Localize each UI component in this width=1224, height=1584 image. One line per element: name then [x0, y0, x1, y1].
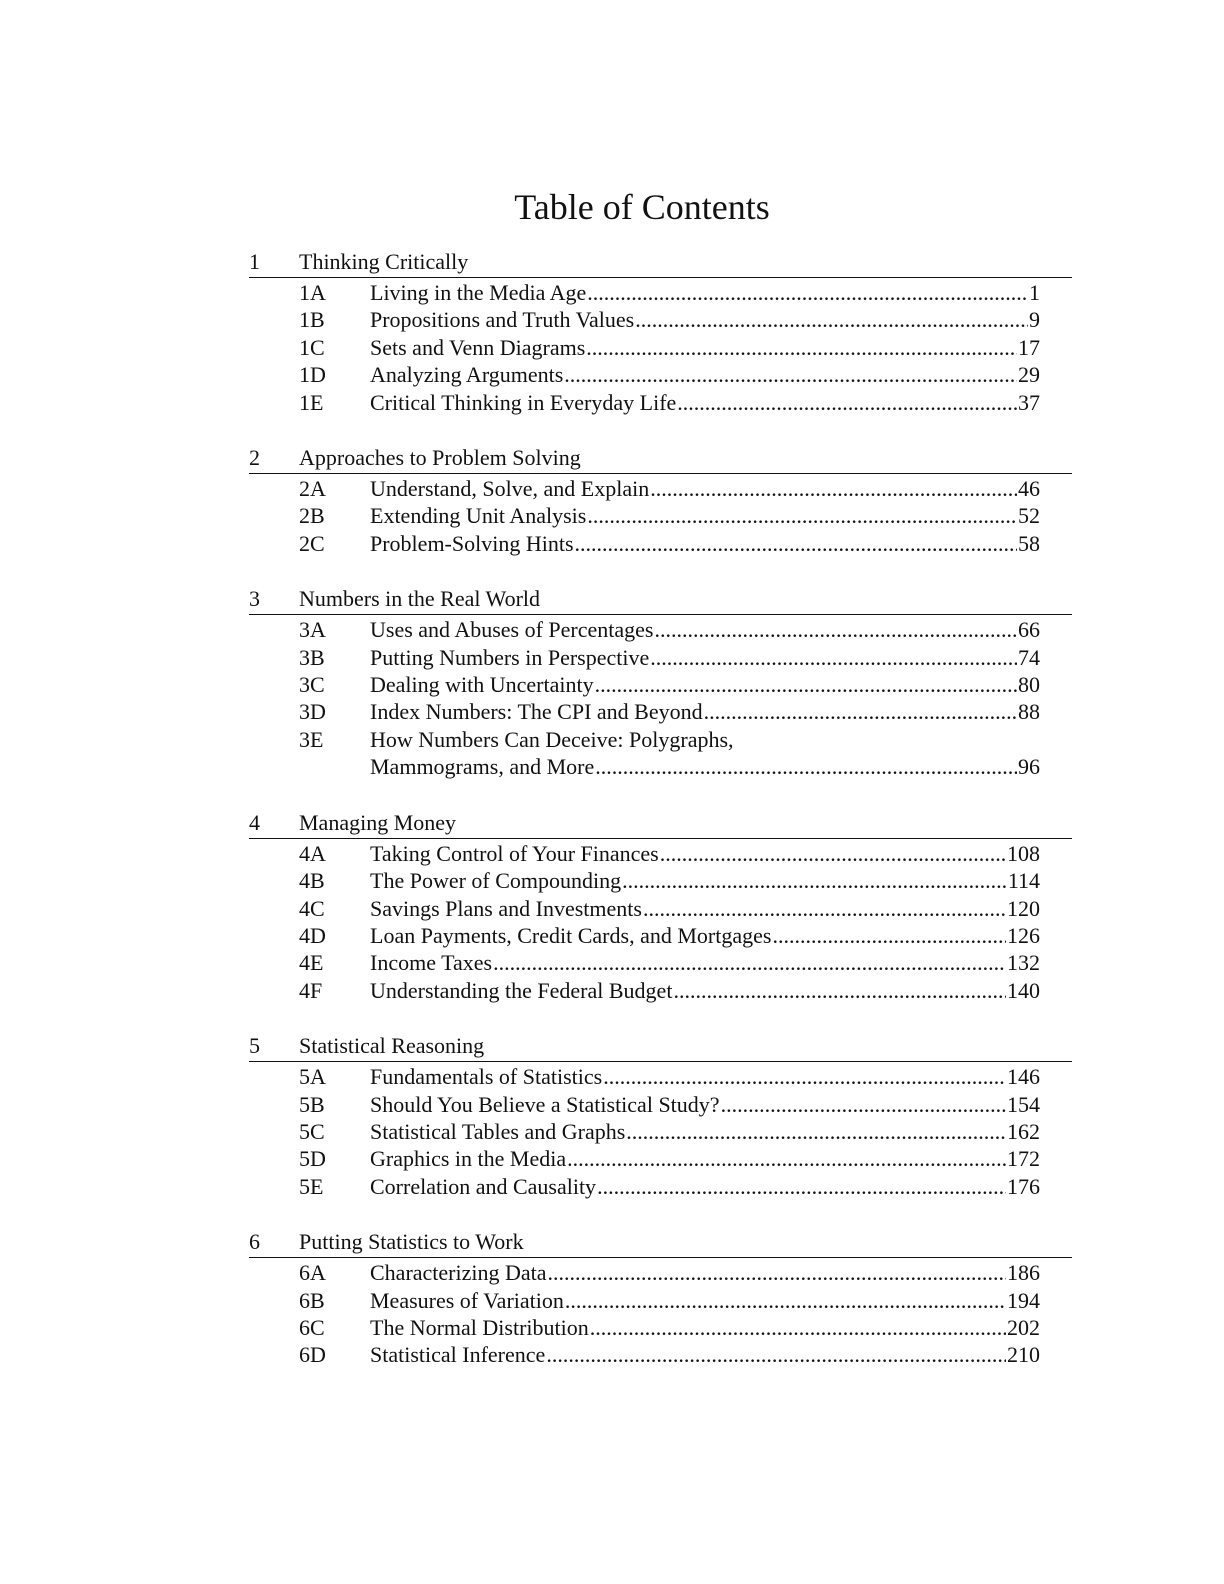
toc-entry — [249, 895, 1072, 922]
section-title: Putting Numbers in Perspective — [370, 644, 650, 670]
section-body — [370, 949, 1040, 976]
section-id: 1A — [299, 280, 326, 305]
chapter-number: 6 — [249, 1229, 260, 1255]
page-number: 37 — [1018, 389, 1040, 415]
table-of-contents — [249, 247, 1072, 1396]
dot-leader — [721, 1091, 1006, 1118]
page-number: 154 — [1007, 1091, 1040, 1117]
section-main-line — [370, 644, 1040, 671]
page-number: 140 — [1007, 977, 1040, 1003]
section-title: Loan Payments, Credit Cards, and Mortgages — [370, 922, 772, 948]
dot-leader — [590, 1314, 1006, 1341]
page-number: 29 — [1018, 362, 1040, 388]
section-id: 3D — [299, 699, 326, 725]
toc-entry — [249, 1118, 1072, 1145]
section-title: Problem-Solving Hints — [370, 530, 574, 556]
section-title: Extending Unit Analysis — [370, 503, 587, 529]
section-id: 6C — [299, 1314, 325, 1340]
dot-leader — [635, 306, 1028, 333]
page-number: 202 — [1007, 1314, 1040, 1340]
dot-leader — [772, 922, 1006, 949]
toc-entry — [249, 949, 1072, 976]
page-number: 126 — [1007, 922, 1040, 948]
section-main-line — [370, 616, 1040, 643]
chapter-2 — [249, 443, 1072, 557]
section-id: 2A — [299, 476, 326, 502]
section-title: Critical Thinking in Everyday Life — [370, 389, 677, 415]
section-main-line — [370, 1314, 1040, 1341]
page-number: 162 — [1007, 1118, 1040, 1144]
section-title: Dealing with Uncertainty — [370, 672, 594, 698]
toc-entry — [249, 726, 1072, 781]
page-number: 52 — [1018, 503, 1040, 529]
section-list — [249, 615, 1072, 780]
section-title: Living in the Media Age — [370, 280, 587, 305]
toc-entry — [249, 616, 1072, 643]
section-title: Measures of Variation — [370, 1287, 564, 1313]
section-id: 5E — [299, 1173, 324, 1199]
section-main-line — [370, 279, 1040, 306]
section-body — [370, 1173, 1040, 1200]
chapter-title: Numbers in the Real World — [299, 586, 541, 612]
section-main-line — [370, 361, 1040, 388]
page-number: 114 — [1007, 868, 1040, 894]
section-main-line — [370, 977, 1040, 1004]
dot-leader — [660, 840, 1006, 867]
section-main-line — [370, 1259, 1040, 1286]
toc-entry — [249, 530, 1072, 557]
section-body — [370, 1091, 1040, 1118]
section-main-line — [370, 334, 1040, 361]
page-number: 186 — [1007, 1260, 1040, 1286]
section-main-line — [370, 306, 1040, 333]
section-title: The Normal Distribution — [370, 1314, 589, 1340]
chapter-6 — [249, 1227, 1072, 1369]
section-body — [370, 726, 1040, 781]
dot-leader — [546, 1341, 1006, 1368]
section-id: 3E — [299, 726, 324, 752]
section-body — [370, 279, 1040, 306]
dot-leader — [677, 389, 1017, 416]
page-number: 66 — [1018, 617, 1040, 643]
section-main-line — [370, 867, 1040, 894]
chapter-title: Statistical Reasoning — [299, 1033, 485, 1059]
section-main-line — [370, 922, 1040, 949]
section-list — [249, 474, 1072, 557]
section-body — [370, 616, 1040, 643]
chapter-3 — [249, 584, 1072, 780]
page-number: 108 — [1007, 840, 1040, 866]
section-body — [370, 475, 1040, 502]
section-main-line — [370, 1341, 1040, 1368]
section-title: Savings Plans and Investments — [370, 895, 642, 921]
section-body — [370, 671, 1040, 698]
page-title: Table of Contents — [514, 187, 770, 227]
chapter-heading — [249, 443, 1072, 474]
section-main-line — [370, 1173, 1040, 1200]
page-number: 17 — [1018, 334, 1040, 360]
dot-leader — [595, 753, 1017, 780]
section-title: Statistical Tables and Graphs — [370, 1118, 626, 1144]
section-title: Propositions and Truth Values — [370, 307, 635, 333]
section-body — [370, 306, 1040, 333]
chapter-heading — [249, 584, 1072, 615]
chapter-1 — [249, 247, 1072, 416]
page-number: 46 — [1018, 476, 1040, 502]
section-main-line — [370, 1063, 1040, 1090]
page-number: 146 — [1007, 1064, 1040, 1090]
toc-entry — [249, 867, 1072, 894]
section-id: 5B — [299, 1091, 325, 1117]
section-title: Understand, Solve, and Explain — [370, 476, 650, 502]
toc-entry — [249, 1063, 1072, 1090]
toc-entry — [249, 977, 1072, 1004]
section-main-line — [370, 502, 1040, 529]
section-id: 5C — [299, 1118, 325, 1144]
section-body — [370, 1341, 1040, 1368]
dot-leader — [603, 1063, 1006, 1090]
section-body — [370, 389, 1040, 416]
chapter-title: Putting Statistics to Work — [299, 1229, 524, 1255]
section-id: 2C — [299, 530, 325, 556]
section-body — [370, 698, 1040, 725]
dot-leader — [673, 977, 1006, 1004]
toc-entry — [249, 475, 1072, 502]
chapter-number: 1 — [249, 249, 260, 274]
section-id: 1C — [299, 334, 325, 360]
section-id: 5D — [299, 1146, 326, 1172]
section-main-line — [370, 840, 1040, 867]
section-id: 6D — [299, 1342, 326, 1368]
section-main-line — [370, 1145, 1040, 1172]
section-body — [370, 895, 1040, 922]
dot-leader — [622, 867, 1007, 894]
section-id: 6B — [299, 1287, 325, 1313]
section-title: Index Numbers: The CPI and Beyond — [370, 699, 703, 725]
toc-entry — [249, 1173, 1072, 1200]
section-id: 2B — [299, 503, 325, 529]
page-number: 132 — [1007, 950, 1040, 976]
dot-leader — [650, 475, 1017, 502]
section-main-line — [370, 389, 1040, 416]
dot-leader — [643, 895, 1006, 922]
section-body — [370, 1145, 1040, 1172]
section-body — [370, 644, 1040, 671]
toc-entry — [249, 361, 1072, 388]
dot-leader — [493, 949, 1006, 976]
section-id: 4A — [299, 840, 326, 866]
section-list — [249, 839, 1072, 1004]
toc-entry — [249, 1314, 1072, 1341]
section-title: Characterizing Data — [370, 1260, 547, 1286]
section-main-line — [370, 698, 1040, 725]
dot-leader — [548, 1259, 1006, 1286]
toc-entry — [249, 389, 1072, 416]
page-number: 88 — [1018, 699, 1040, 725]
chapter-title: Approaches to Problem Solving — [299, 445, 581, 471]
toc-entry — [249, 1287, 1072, 1314]
page-number: 96 — [1018, 754, 1040, 780]
dot-leader — [704, 698, 1017, 725]
section-body — [370, 530, 1040, 557]
section-title: Understanding the Federal Budget — [370, 977, 673, 1003]
section-body — [370, 977, 1040, 1004]
section-id: 3B — [299, 644, 325, 670]
section-title-line: How Numbers Can Deceive: Polygraphs, — [370, 726, 734, 752]
chapter-heading — [249, 1031, 1072, 1062]
toc-entry — [249, 644, 1072, 671]
page-number: 120 — [1007, 895, 1040, 921]
section-title: Graphics in the Media — [370, 1146, 567, 1172]
chapter-number: 5 — [249, 1033, 260, 1059]
chapter-number: 4 — [249, 809, 260, 835]
toc-entry — [249, 1259, 1072, 1286]
section-body — [370, 840, 1040, 867]
section-title: Should You Believe a Statistical Study? — [370, 1091, 720, 1117]
section-body — [370, 1118, 1040, 1145]
dot-leader — [655, 616, 1018, 643]
dot-leader — [597, 1173, 1006, 1200]
page-number: 74 — [1018, 644, 1040, 670]
page-number: 58 — [1018, 530, 1040, 556]
section-title: The Power of Compounding — [370, 868, 622, 894]
dot-leader — [586, 334, 1017, 361]
section-id: 3C — [299, 672, 325, 698]
section-body — [370, 867, 1040, 894]
toc-entry — [249, 306, 1072, 333]
section-id: 4B — [299, 868, 325, 894]
section-title: Fundamentals of Statistics — [370, 1064, 603, 1090]
section-id: 4D — [299, 922, 326, 948]
section-id: 3A — [299, 617, 326, 643]
section-id: 5A — [299, 1064, 326, 1090]
section-main-line — [370, 895, 1040, 922]
toc-entry — [249, 502, 1072, 529]
dot-leader — [650, 644, 1017, 671]
toc-entry — [249, 279, 1072, 306]
section-main-line — [370, 475, 1040, 502]
section-list — [249, 1258, 1072, 1369]
chapter-5 — [249, 1031, 1072, 1200]
section-body — [370, 361, 1040, 388]
section-main-line — [370, 753, 1040, 780]
section-title: Income Taxes — [370, 950, 493, 976]
section-title: Sets and Venn Diagrams — [370, 334, 586, 360]
section-title: Analyzing Arguments — [370, 362, 564, 388]
toc-entry — [249, 1145, 1072, 1172]
section-id: 1D — [299, 362, 326, 388]
chapter-heading — [249, 247, 1072, 278]
page-number: 176 — [1007, 1173, 1040, 1199]
chapter-title: Managing Money — [299, 809, 457, 835]
chapter-heading — [249, 1227, 1072, 1258]
dot-leader — [626, 1118, 1006, 1145]
page-number: 194 — [1007, 1287, 1040, 1313]
section-id: 1B — [299, 307, 325, 333]
page-number: 9 — [1029, 307, 1040, 333]
section-body — [370, 1314, 1040, 1341]
dot-leader — [564, 361, 1017, 388]
dot-leader — [567, 1145, 1006, 1172]
section-body — [370, 1287, 1040, 1314]
section-list — [249, 278, 1072, 416]
section-main-line — [370, 530, 1040, 557]
section-title: Taking Control of Your Finances — [370, 840, 659, 866]
section-main-line — [370, 1287, 1040, 1314]
toc-entry — [249, 1091, 1072, 1118]
chapter-number: 3 — [249, 586, 260, 612]
toc-entry — [249, 671, 1072, 698]
section-id: 4C — [299, 895, 325, 921]
section-body — [370, 1063, 1040, 1090]
toc-entry — [249, 922, 1072, 949]
section-main-line — [370, 671, 1040, 698]
section-main-line — [370, 1091, 1040, 1118]
section-body — [370, 334, 1040, 361]
section-title: Mammograms, and More — [370, 754, 595, 780]
section-title: Statistical Inference — [370, 1342, 546, 1368]
section-list — [249, 1062, 1072, 1200]
dot-leader — [575, 530, 1017, 557]
toc-entry — [249, 840, 1072, 867]
chapter-heading — [249, 808, 1072, 839]
section-body — [370, 502, 1040, 529]
section-id: 4F — [299, 977, 323, 1003]
dot-leader — [595, 671, 1017, 698]
section-main-line — [370, 1118, 1040, 1145]
dot-leader — [565, 1287, 1006, 1314]
section-title: Uses and Abuses of Percentages — [370, 617, 654, 643]
section-id: 4E — [299, 950, 324, 976]
toc-entry — [249, 1341, 1072, 1368]
section-id: 6A — [299, 1260, 326, 1286]
dot-leader — [587, 502, 1017, 529]
chapter-4 — [249, 808, 1072, 1004]
page-number: 172 — [1007, 1146, 1040, 1172]
chapter-number: 2 — [249, 445, 260, 471]
dot-leader — [587, 279, 1028, 306]
page-number: 210 — [1007, 1342, 1040, 1368]
section-body — [370, 922, 1040, 949]
page-number: 80 — [1018, 672, 1040, 698]
section-title: Correlation and Causality — [370, 1173, 597, 1199]
section-id: 1E — [299, 389, 324, 415]
section-body — [370, 1259, 1040, 1286]
section-main-line — [370, 949, 1040, 976]
page-number: 1 — [1029, 280, 1040, 305]
chapter-title: Thinking Critically — [299, 249, 469, 274]
toc-entry — [249, 698, 1072, 725]
toc-entry — [249, 334, 1072, 361]
